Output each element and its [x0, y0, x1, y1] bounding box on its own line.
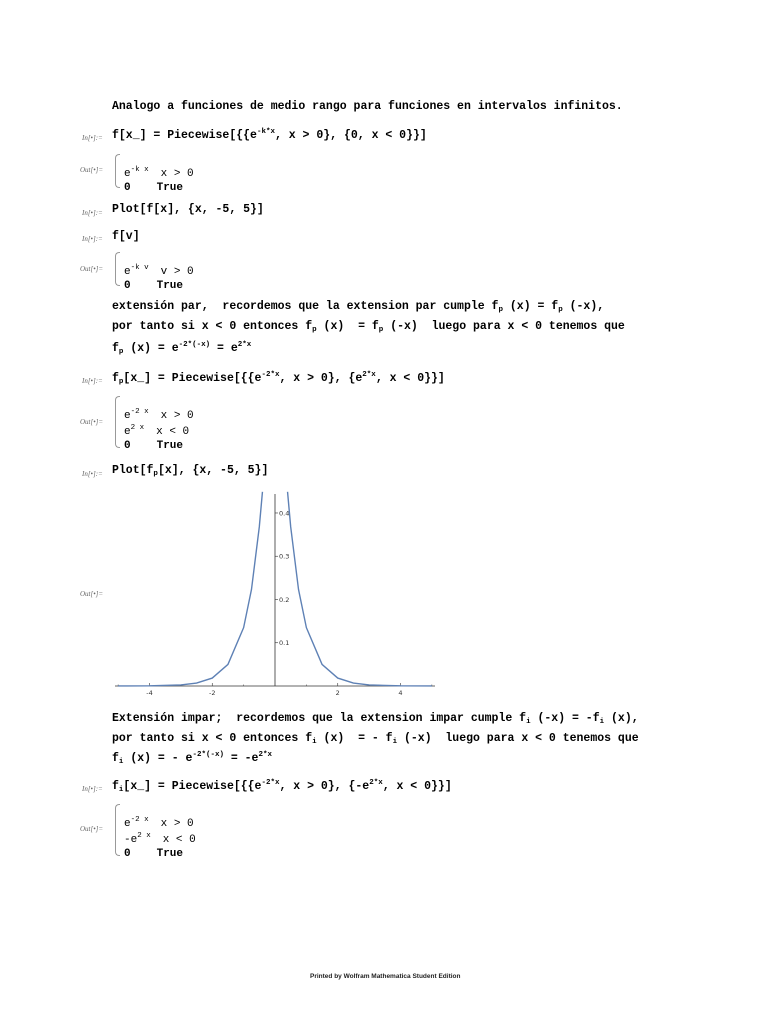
even-line-3: $f_p$ $(x) = e^{-2*(-x)} = e^{2*x}$ [112, 341, 252, 356]
output-cell-4: $e^{-2 x}$ x > 0 $e^{2 x}$ x < 0 0 True [124, 408, 194, 452]
y-tick-label: 0.2 [279, 595, 290, 604]
in-label: In[•]:= [82, 377, 103, 385]
x-tick-label: -4 [146, 689, 153, 697]
out-label: Out[•]= [80, 166, 104, 174]
input-cell-1[interactable]: f[x_] = $Piecewise[\{\{e^{-k*x}$, x > 0}, {0, x < 0}}] [112, 128, 427, 142]
input-cell-6[interactable]: $f_i[x\_]$ = $Piecewise[\{\{e^{-2*x}$, x > 0}, {$-e^{2*x}$, x < 0}}] [112, 779, 452, 794]
input-cell-3[interactable]: f[v] [112, 230, 140, 243]
in-label: In[•]:= [82, 209, 103, 217]
x-tick-label: -2 [209, 689, 216, 697]
footer-text: Printed by Wolfram Mathematica Student Edition [310, 973, 461, 980]
even-line-2: por tanto si x < 0 entonces $f_p$ $(x) = f_p$ (-x) luego para x < 0 tenemos que [112, 320, 625, 334]
output-cell-6: $e^{-2 x}$ x > 0 $-e^{2 x}$ x < 0 0 True [124, 816, 196, 860]
out-label: Out[•]= [80, 265, 104, 273]
piecewise-brace [115, 396, 120, 448]
curve-left-branch [118, 492, 262, 686]
y-tick-label: 0.1 [279, 639, 290, 648]
out-label: Out[•]= [80, 418, 104, 426]
y-tick-label: 0.3 [279, 552, 290, 561]
in-label: In[•]:= [82, 785, 103, 793]
even-line-1: extensión par, recordemos que la extension par cumple $f_p$ $(x) = f_p$ (-x), [112, 300, 605, 314]
x-tick-label: 4 [398, 689, 403, 697]
in-label: In[•]:= [82, 470, 103, 478]
output-cell-1: $e^{-k x}$ x > 0 0 True [124, 166, 194, 194]
input-cell-2[interactable]: Plot[f[x], {x, -5, 5}] [112, 203, 264, 216]
x-tick-label: 2 [335, 689, 340, 697]
curve-right-branch [288, 492, 432, 686]
in-label: In[•]:= [82, 134, 103, 142]
odd-line-2: por tanto si x < 0 entonces $f_i$ (x) = - $f_i$ (-x) luego para x < 0 tenemos que [112, 732, 639, 746]
output-cell-3: $e^{-k v}$ v > 0 0 True [124, 264, 194, 292]
piecewise-brace [115, 252, 120, 286]
out-label: Out[•]= [80, 825, 104, 833]
out-label: Out[•]= [80, 590, 104, 598]
input-cell-4[interactable]: $f_p[x\_]$ = $Piecewise[\{\{e^{-2*x}$, x > 0}, {$e^{2*x}$, x < 0}}] [112, 371, 445, 386]
input-cell-5[interactable]: $Plot[f_p[x]$, {x, -5, 5}] [112, 464, 269, 478]
intro-text: Analogo a funciones de medio rango para funciones en intervalos infinitos. [112, 100, 623, 113]
plot-even-extension [110, 490, 440, 700]
odd-line-1: Extensión impar; recordemos que la extension impar cumple $f_i$ $(-x) = -f_i$ (x), [112, 712, 639, 726]
in-label: In[•]:= [82, 235, 103, 243]
piecewise-brace [115, 804, 120, 856]
piecewise-brace [115, 154, 120, 188]
y-tick-label: 0.4 [279, 509, 290, 518]
odd-line-3: $f_i$ (x) = - $e^{-2*(-x)} = -e^{2*x}$ [112, 751, 272, 766]
